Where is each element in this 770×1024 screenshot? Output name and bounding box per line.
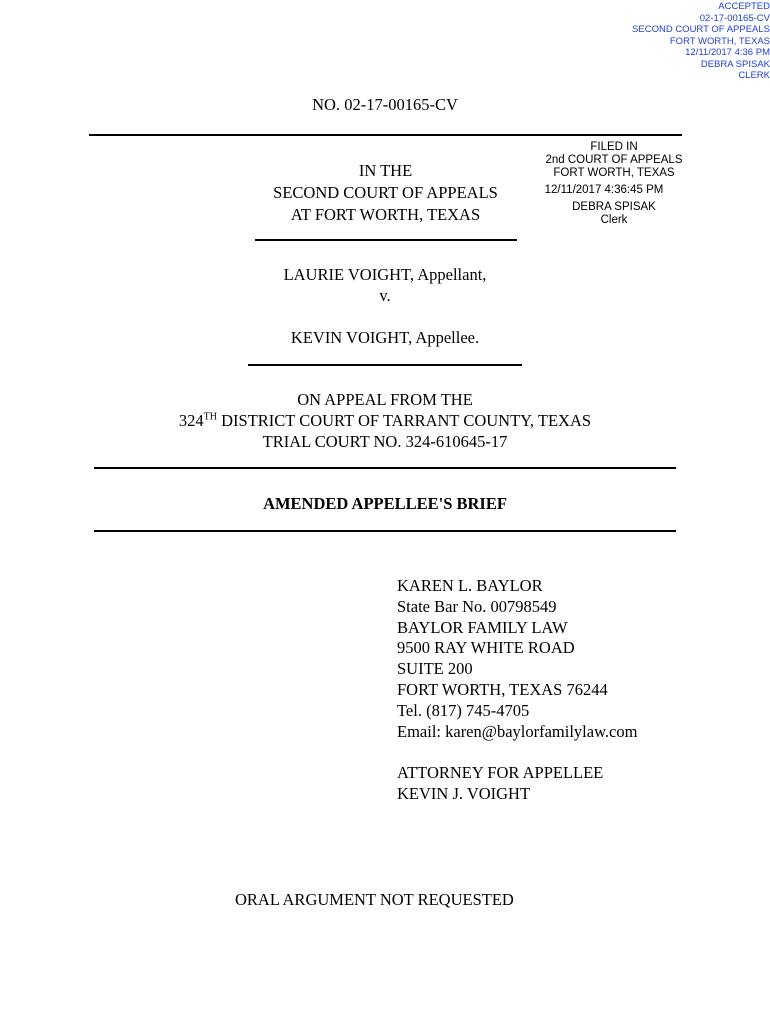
accepted-stamp-line: ACCEPTED [718,1,770,12]
title-rule [94,530,676,532]
versus: v. [379,286,391,305]
accepted-stamp-line: DEBRA SPISAK [700,58,770,70]
filed-stamp-date: 12/11/2017 4:36:45 PM [544,184,664,196]
filed-stamp-clerk-name: DEBRA SPISAK [572,201,656,213]
attorney-client: KEVIN J. VOIGHT [397,783,531,803]
appeal-info [0,389,770,452]
court-line: AT FORT WORTH, TEXAS [290,205,481,224]
accepted-stamp-line: SECOND COURT OF APPEALS [632,24,770,35]
appellee: KEVIN VOIGHT, Appellee. [290,328,480,347]
court-number: 324 [178,411,204,430]
filed-stamp [534,141,694,227]
accepted-stamp-line: CLERK [738,70,770,81]
top-rule [89,134,682,136]
accepted-stamp [470,1,770,82]
appeal-line: ON APPEAL FROM THE [297,390,473,409]
filed-stamp-line: 2nd COURT OF APPEALS [545,154,683,166]
accepted-stamp-line: 12/11/2017 4:36 PM [685,47,770,58]
trial-court-number: TRIAL COURT NO. 324-610645-17 [262,432,508,451]
court-name: DISTRICT COURT OF TARRANT COUNTY, TEXAS [217,411,592,430]
filed-stamp-line: FORT WORTH, TEXAS [553,167,675,179]
filed-stamp-line: FILED IN [590,141,638,153]
attorney-bar-number: State Bar No. 00798549 [397,596,557,616]
appeal-rule [94,467,676,469]
attorney-street: 9500 RAY WHITE ROAD [397,638,575,658]
attorney-role: ATTORNEY FOR APPELLEE [397,763,604,783]
oral-argument-note: ORAL ARGUMENT NOT REQUESTED [235,890,514,909]
attorney-name: KAREN L. BAYLOR [397,576,543,595]
appeal-court-line [0,410,770,431]
attorney-city: FORT WORTH, TEXAS 76244 [397,679,608,699]
ordinal-suffix: TH [203,411,218,423]
court-line: SECOND COURT OF APPEALS [273,183,498,202]
filed-stamp-clerk: Clerk [600,214,628,226]
case-number: NO. 02-17-00165-CV [312,95,458,114]
accepted-stamp-line: 02-17-00165-CV [699,12,770,24]
accepted-stamp-line: FORT WORTH, TEXAS [669,35,770,47]
parties-rule [248,364,522,366]
appellant: LAURIE VOIGHT, Appellant, [283,265,487,284]
court-heading [253,160,518,226]
attorney-block [397,576,637,805]
attorney-phone: Tel. (817) 745-4705 [397,700,530,720]
attorney-firm: BAYLOR FAMILY LAW [397,617,568,637]
attorney-suite: SUITE 200 [397,659,473,679]
court-line: IN THE [358,161,413,180]
court-rule [255,239,517,241]
brief-title: AMENDED APPELLEE'S BRIEF [263,494,507,513]
attorney-email: Email: karen@baylorfamilylaw.com [397,721,638,741]
